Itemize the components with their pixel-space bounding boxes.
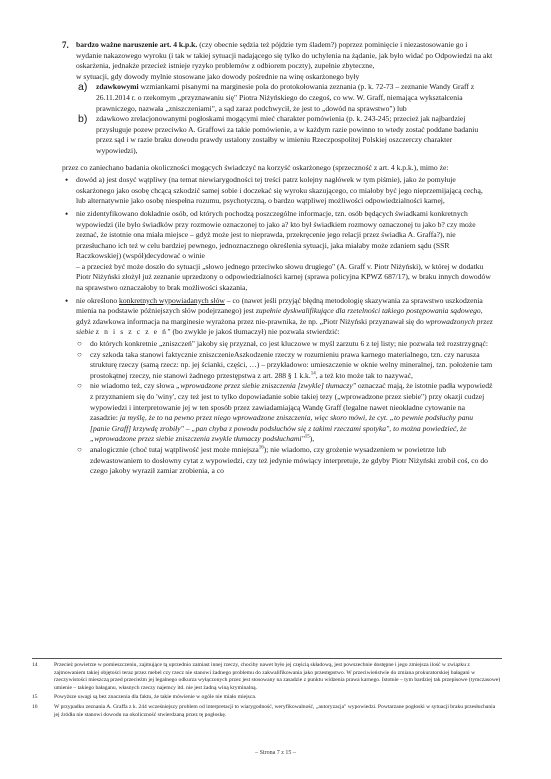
italic-text: „wprowadzone przez siebie zniszczenia [zwykle] tłumaczy" [176, 381, 356, 391]
circle-text: ); nie wiadomo, czy grożenie wysadzeniem w powietrze lub zdewastowaniem to dosłowny cytat z wypowiedzi, czy też jedynie mówiący interpretuje, że gdyby Piotr Niżyński zrobił coś, co do czego jakoby wyraził zamiar zrobienia, a co [90, 444, 488, 476]
footnote-ref[interactable]: 14 [310, 371, 316, 377]
circle-bullet-icon: ○ [77, 339, 82, 349]
bullet-item-1 [62, 175, 494, 207]
sub-item-text: zdawkowo zrelacjonowanymi pogłoskami mogącymi mieć charakter pomówienia (p. k. 243-245; przecież jak najbardziej przysługuje pozew przeciwko A. Graffowi za takie pomówienie, a w każdym razie powinno to wtedy zostać poddane badaniu przez sąd i w razie braku dowodu prawdy ustalony zostałby w imieniu Rzeczpospolitej Polskiej oszczerczy charakter wypowiedzi), [96, 114, 479, 155]
bullet-icon: • [65, 175, 69, 186]
italic-text: zupełnie dyskwalifikujące dla rzetelności takiego postępowania sądowego, [255, 306, 483, 316]
sub-item-label: a) [78, 81, 88, 94]
circle-text: do których konkretnie „zniszczeń" jakoby się przyznał, co jest kluczowe w myśl zarzutu 6 z tej listy; nie pozwala też rozstrzygnąć: [90, 339, 489, 349]
bullet-text: – co (nawet jeśli przyjąć błędną metodologię skazywania za sprawstwo uszkodzenia mienia na podstawie późniejszych słów podejrzanego) jest [76, 295, 483, 316]
circle-text: oznaczać mają, że istotnie padła wypowiedź z przyznaniem się do 'winy', czy też jest to tylko dopowiadanie sobie takiej tezy („wprowadzone przez siebie") przy okazji cudzej wypowiedzi i interpretowanie jej w ten sposób przez zawiadamiającą Wandę Graff (legalne nawet nieokładne cytowanie na zasadzie: [90, 381, 493, 423]
circle-text: analogicznie (choć tutaj wątpliwość jest może mniejsza [90, 444, 259, 454]
page-number-footer: – Strona 7 z 15 – [255, 750, 296, 756]
circle-text: ), [309, 434, 315, 444]
sub-item-a [76, 82, 494, 114]
bullet-text: " (bo zwykle je jakoś tłumaczył) nie pozwala stwierdzić: [167, 327, 340, 337]
bullet-icon: • [65, 208, 69, 219]
footnote [32, 704, 502, 719]
item-7-text [76, 40, 494, 72]
footnote-text: Przecież powietrze w pomieszczeniu, zajmujące tą uprzednio zamiast innej rzeczy, chociby nawet było jej częścią składową, jest powszechnie dostępne i jego zmiejsza ilość w związku z zajmowaniem takiej objętości teraz przez mebel czy rzecz nie stanowi żadnego problemu do zakwalifikowania jako przestępstwo. W przeciwieństwie do zmiana prokuratorskiej bałagani w rzeczywistości mieszczą przed przecieżm jej legalnego odkurza wyłączonych przez jest stosowany na zasadzie z punktu widzenia prawa karnego. Istotnie – tym bardziej tak przepisowe (tymczasowe) umienie – takiego bałaganu, własnych rzeczy najemcy itd. nie jest żadną winą kryminalną. [54, 662, 501, 691]
footnotes [32, 658, 502, 721]
item-7-text-2: w sytuacji, gdy dowody mylnie stosowane jako dowody pośrednie na winę oskarżonego były [76, 71, 360, 81]
circle-item-4 [76, 445, 494, 477]
sub-item-bold: zdawkowymi [96, 82, 139, 92]
circle-bullet-icon: ○ [77, 349, 82, 359]
sub-item-label: b) [78, 113, 88, 126]
circle-item-3 [76, 381, 494, 445]
circle-list [76, 339, 494, 477]
item-7-body: (czy obecnie sędzia też pójdzie tym śladem?) poprzez pominięcie i niezastosowanie go i wydanie nakazowego wyroku (i tak w takiej sytuacji nadającego się tylko do uchylenia na żądanie, jak było widać po Odpowiedzi na akt oskarżenia, jednakże przecież istnieje ryzyko problemów z odbiorem poczty), zupełnie zbyteczne, [76, 40, 493, 71]
footnote-ref[interactable]: 16 [258, 445, 264, 451]
footnote-text: W przypadku zeznania A. Graffa z k. 244 wcześniejszy problem od interpretacji to wiarygodność, weryfikowalność, „autoryzacja" wypowiedzi. Powtarzane pogłoski w sytuacji braku przesłuchania jej źródła nie stanowi dowodu na okoliczność stwierdzaną przez tę pogłoskę. [54, 703, 496, 718]
bullet-text-continued: – a przecież być może doszło do sytuacji „słowo jednego przeciwko słowu drugiego" (A. Graff v. Piotr Niżyński), w której w dodatku Piotr Niżyński złożył już zeznanie uprzedzony o odpowiedzialności karnej (sprawa policyjna KPWZ 687/17), w braku innych dowodów na sprawstwo oznaczałoby to brak możliwości skazania, [76, 261, 491, 293]
page-content [62, 40, 494, 479]
circle-text: , a też kto może tak to nazywać, [315, 370, 413, 380]
footnote-number: 16 [32, 703, 38, 710]
bullet-text: nie określono [76, 295, 118, 305]
sub-item-text: wzmiankami pisanymi na marginesie pola do protokołowania zeznania (p. k. 72-73 – zeznanie Wandy Graff z 26.11.2014 r. o rzekomym „przyznawaniu się" Piotra Niżyńskiego do czegoś, co ww. W. Graff, niemająca wykształcenia prawniczego, nazwała „zniszczeniami", a sąd zaraz podchwycił, że jest to „dowód na sprawstwo") lub [96, 82, 475, 113]
bullet-text: nie zidentyfikowano dokładnie osób, od których pochodzą poszczególne informacje, tzn. osób będących świadkami konkretnych wypowiedzi (ile było świadków przy rozmowie oznaczonej to jako a? kto był świadkiem rozmowy oznaczonej tu jako b? czy może zeznać, że istotnie ona miała miejsce – gdyż może jest to nieprawda, przekręcenie jego relacji przez świadka A. Graffa?), nie przesłuchano ich też w celu bardziej pewnego, jednoznacznego określenia sytuacji, jaka miałaby może zdaniem sądu (SSR Raczkowskiej) (współ)decydować o winie [76, 208, 476, 261]
spaced-text: z n i s z c z e ń [95, 327, 168, 337]
underlined-text: konkretnych wypowiadanych słów [119, 295, 225, 305]
footnote [32, 662, 502, 692]
circle-item-1 [76, 339, 494, 350]
bullet-icon: • [65, 295, 69, 306]
intro-paragraph: przez co zaniechano badania okoliczności mogących świadczyć na korzyść oskarżonego (sprzeczność z art. 4 k.p.k.), mimo że: [62, 162, 449, 172]
italic-text: ja myślę, że to na pewno przez niego wprowadzone zniszczenia, więc skoro mówi, że cyt. „to pewnie podsłuchy panu [panie Graff] krzywdę zrobiły" – „pan chyba z powodu podsłuchów się z takimi rzeczami spotyka", to można powiedzieć, że „wprowadzone przez siebie zniszczenia zwykle tłumaczy podsłuchami" [90, 413, 474, 444]
circle-bullet-icon: ○ [77, 444, 82, 454]
sub-list [76, 82, 494, 156]
circle-item-2 [76, 350, 494, 382]
footnote-text: Powyższe uwagi są bez znaczenia dla faktu, że takie mówienie w ogóle nie miało miejsca. [54, 694, 257, 701]
bullet-text: gdyż zdawkowa informacja na marginesie wyrażona przez nie-prawnika, że np. „Piotr Niżyński przyznawał się do [76, 316, 424, 326]
bullet-list [62, 175, 494, 477]
italic-text: wprowadzonych przez siebie [76, 316, 493, 337]
circle-text: nie wiadomo też, czy słowa [90, 381, 175, 391]
item-7-title: bardzo ważne naruszenie art. 4 k.p.k. [76, 40, 198, 49]
footnote-number: 15 [32, 694, 38, 701]
circle-text: czy szkoda taka stanowi faktycznie zniszczenieAszkodzenie rzeczy w rozumieniu prawa karnego materialnego, tzn. czy narusza strukturę rzeczy (samą rzecz: np. jej ścianki, części, …) – przykładowo: umieszczenie w oknie welny mineralnej, tzn. położenie tam prostokątnej rzeczy, nie stanowi żadnego przestępstwa z art. 288 § 1 k.k. [90, 349, 493, 380]
sub-item-b [76, 114, 494, 156]
numbered-item-7 [62, 40, 494, 157]
circle-bullet-icon: ○ [77, 381, 82, 391]
footnote-number: 14 [32, 662, 38, 668]
bullet-item-3 [62, 296, 494, 477]
bullet-item-2 [62, 209, 494, 294]
item-number: 7. [62, 40, 69, 50]
footnote-ref[interactable]: 15 [304, 434, 310, 440]
bullet-text: dowód a) jest dosyć wątpliwy (na temat niewiarygodności tej treści patrz kolejny nagłówek w tym piśmie), jako że pomyłuje oskarżonego jako osobę chcącą szkodzić samej sobie i doczekać się wyroku skazującego, co miałoby być jego nieprzemijającą cechą, lub alternatywnie jako osobę niespełna rozumu, psychotyczną, o bardzo wątpliwej możliwości odpowiedzialności karnej, [76, 175, 483, 206]
footnote [32, 694, 502, 702]
